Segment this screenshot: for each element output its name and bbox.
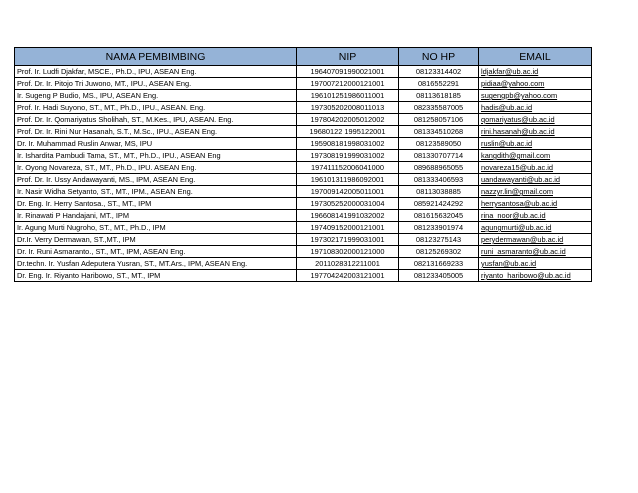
cell-no-hp: 08113618185: [399, 90, 479, 102]
table-row: [15, 66, 592, 78]
cell-nama: Ir. Agung Murti Nugroho, ST., MT., Ph.D., IPM: [15, 222, 297, 234]
cell-nama: Ir. Oyong Novareza, ST., MT., Ph.D., IPU. ASEAN Eng.: [15, 162, 297, 174]
cell-nama: Dr.Ir. Verry Dermawan, ST.,MT., IPM: [15, 234, 297, 246]
table-row: [15, 138, 592, 150]
cell-email[interactable]: rina_noor@ub.ac.id: [479, 210, 592, 222]
cell-nama: Dr. Eng. Ir. Herry Santosa., ST., MT., IPM: [15, 198, 297, 210]
pembimbing-table: [14, 47, 592, 282]
cell-nama: Prof. Ir. Ludfi Djakfar, MSCE., Ph.D., IPU, ASEAN Eng.: [15, 66, 297, 78]
cell-nip: 2011028312211001: [297, 258, 399, 270]
header-row: [15, 48, 592, 66]
cell-nip: 197411152006041000: [297, 162, 399, 174]
cell-no-hp: 08113038885: [399, 186, 479, 198]
header-no-hp: NO HP: [399, 48, 479, 66]
table-row: [15, 90, 592, 102]
cell-nip: 197804202005012002: [297, 114, 399, 126]
cell-email[interactable]: qomariyatus@ub.ac.id: [479, 114, 592, 126]
cell-email[interactable]: herrysantosa@ub.ac.id: [479, 198, 592, 210]
cell-email[interactable]: ruslin@ub.ac.id: [479, 138, 592, 150]
cell-nip: 197704242003121001: [297, 270, 399, 282]
cell-no-hp: 081233405005: [399, 270, 479, 282]
cell-no-hp: 081258057106: [399, 114, 479, 126]
cell-nip: 197009142005011001: [297, 186, 399, 198]
cell-nama: Dr. Eng. Ir. Riyanto Haribowo, ST., MT., IPM: [15, 270, 297, 282]
cell-nama: Prof. Dr. Ir. Rini Nur Hasanah, S.T., M.Sc., IPU., ASEAN Eng.: [15, 126, 297, 138]
table-row: [15, 198, 592, 210]
cell-nip: 197007212000121001: [297, 78, 399, 90]
cell-email[interactable]: rini.hasanah@ub.ac.id: [479, 126, 592, 138]
table-row: [15, 126, 592, 138]
cell-nama: Prof. Dr. Ir. Ussy Andawayanti, MS., IPM, ASEAN Eng.: [15, 174, 297, 186]
cell-email[interactable]: riyanto_haribowo@ub.ac.id: [479, 270, 592, 282]
cell-email[interactable]: uandawayanti@ub.ac.id: [479, 174, 592, 186]
table-row: [15, 174, 592, 186]
cell-nip: 19680122 1995122001: [297, 126, 399, 138]
cell-nama: Dr. Ir. Muhammad Ruslin Anwar, MS, IPU: [15, 138, 297, 150]
cell-no-hp: 08123275143: [399, 234, 479, 246]
cell-email[interactable]: nazzyr.lin@gmail.com: [479, 186, 592, 198]
table-row: [15, 78, 592, 90]
cell-email[interactable]: hadis@ub.ac.id: [479, 102, 592, 114]
header-nama-pembimbing: NAMA PEMBIMBING: [15, 48, 297, 66]
cell-no-hp: 082335587005: [399, 102, 479, 114]
cell-nip: 197108302000121000: [297, 246, 399, 258]
table-row: [15, 186, 592, 198]
cell-nip: 196101311986092001: [297, 174, 399, 186]
cell-nama: Prof. Dr. Ir. Pitojo Tri Juwono, MT., IPU., ASEAN Eng.: [15, 78, 297, 90]
header-email: EMAIL: [479, 48, 592, 66]
table-row: [15, 234, 592, 246]
cell-nip: 196608141991032002: [297, 210, 399, 222]
cell-no-hp: 081233901974: [399, 222, 479, 234]
cell-nip: 197305202008011013: [297, 102, 399, 114]
cell-email[interactable]: runi_asmaranto@ub.ac.id: [479, 246, 592, 258]
table-row: [15, 150, 592, 162]
cell-nama: Prof. Dr. Ir. Qomariyatus Sholihah, ST., M.Kes., IPU, ASEAN. Eng.: [15, 114, 297, 126]
cell-nama: Ir. Sugeng P Budio, MS., IPU, ASEAN Eng.: [15, 90, 297, 102]
cell-nip: 197302171999031001: [297, 234, 399, 246]
cell-no-hp: 081333406593: [399, 174, 479, 186]
table-row: [15, 114, 592, 126]
cell-nip: 197409152000121001: [297, 222, 399, 234]
cell-no-hp: 089688965055: [399, 162, 479, 174]
cell-nip: 195908181998031002: [297, 138, 399, 150]
header-nip: NIP: [297, 48, 399, 66]
cell-no-hp: 08123314402: [399, 66, 479, 78]
cell-email[interactable]: novareza15@ub.ac.id: [479, 162, 592, 174]
cell-nama: Prof. Ir. Hadi Suyono, ST., MT., Ph.D., IPU., ASEAN. Eng.: [15, 102, 297, 114]
table-row: [15, 210, 592, 222]
cell-email[interactable]: kangdith@gmail.com: [479, 150, 592, 162]
cell-nip: 196407091990021001: [297, 66, 399, 78]
cell-no-hp: 081330707714: [399, 150, 479, 162]
cell-email[interactable]: pidiaa@yahoo.com: [479, 78, 592, 90]
cell-no-hp: 085921424292: [399, 198, 479, 210]
cell-no-hp: 081615632045: [399, 210, 479, 222]
cell-email[interactable]: agungmurti@ub.ac.id: [479, 222, 592, 234]
cell-no-hp: 08123589050: [399, 138, 479, 150]
cell-nip: 197305252000031004: [297, 198, 399, 210]
table-row: [15, 270, 592, 282]
cell-no-hp: 08125269302: [399, 246, 479, 258]
cell-nama: Ir. Ishardita Pambudi Tama, ST., MT., Ph.D., IPU., ASEAN Eng: [15, 150, 297, 162]
cell-nip: 196101251986011001: [297, 90, 399, 102]
cell-email[interactable]: perydermawan@ub.ac.id: [479, 234, 592, 246]
cell-nama: Dr. Ir. Runi Asmaranto., ST., MT., IPM, ASEAN Eng.: [15, 246, 297, 258]
table-row: [15, 246, 592, 258]
cell-nama: Ir. Rinawati P Handajani, MT., IPM: [15, 210, 297, 222]
cell-no-hp: 0816552291: [399, 78, 479, 90]
cell-nama: Ir. Nasir Widha Setyanto, ST., MT., IPM., ASEAN Eng.: [15, 186, 297, 198]
table-row: [15, 258, 592, 270]
table-row: [15, 162, 592, 174]
table-row: [15, 222, 592, 234]
cell-email[interactable]: sugengpb@yahoo.com: [479, 90, 592, 102]
cell-no-hp: 081334510268: [399, 126, 479, 138]
cell-email[interactable]: ldjakfar@ub.ac.id: [479, 66, 592, 78]
table-row: [15, 102, 592, 114]
cell-email[interactable]: yusfan@ub.ac.id: [479, 258, 592, 270]
cell-nama: Dr.techn. Ir. Yusfan Adeputera Yusran, ST., MT.Ars., IPM, ASEAN Eng.: [15, 258, 297, 270]
cell-no-hp: 082131669233: [399, 258, 479, 270]
cell-nip: 197308191999031002: [297, 150, 399, 162]
